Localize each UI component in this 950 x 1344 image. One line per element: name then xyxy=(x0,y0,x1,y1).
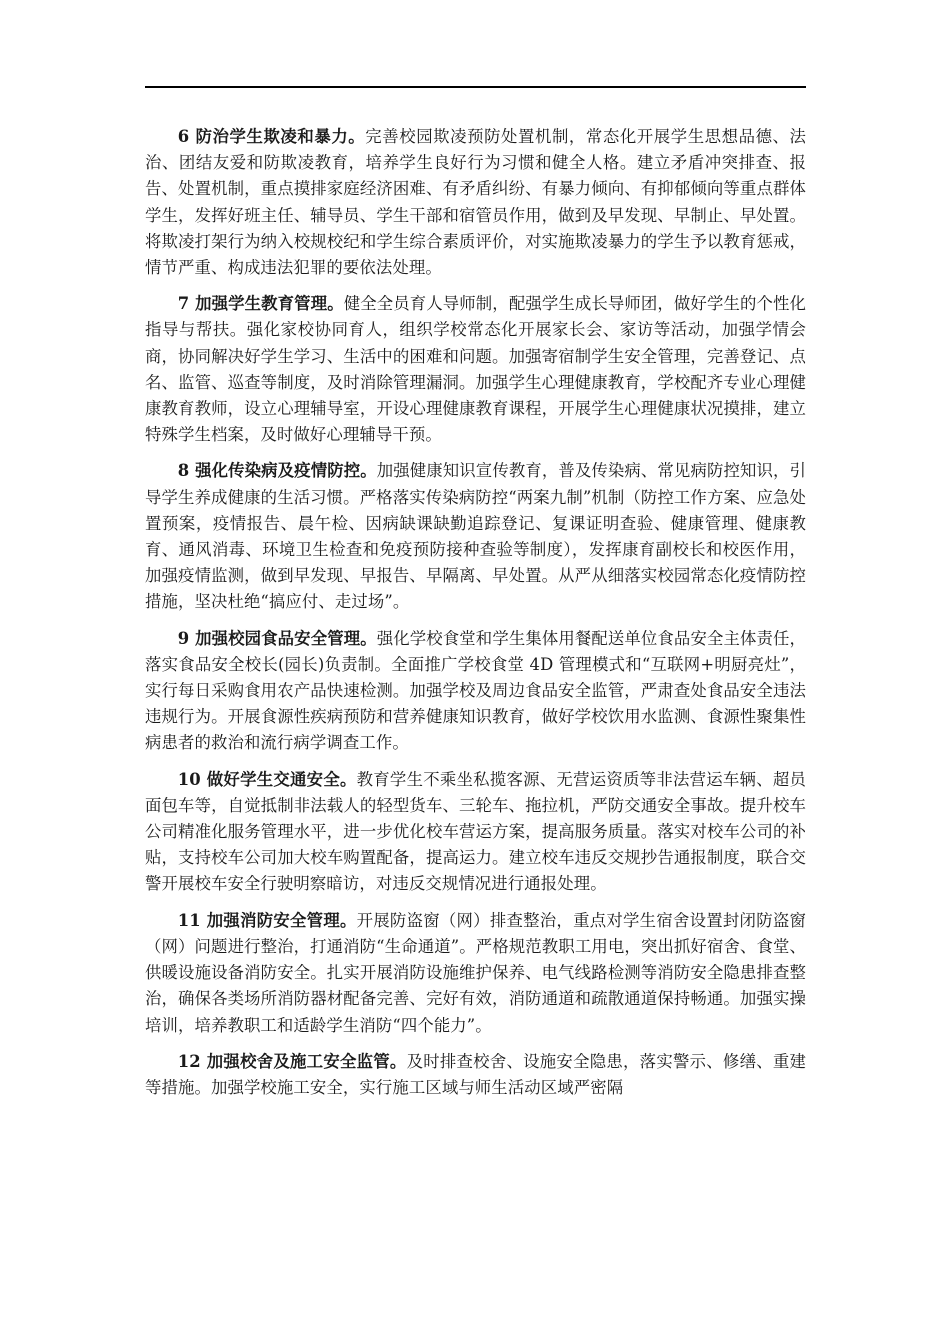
section-heading: 11 加强消防安全管理。 xyxy=(177,910,357,930)
section-7 xyxy=(145,291,806,448)
section-12 xyxy=(145,1049,806,1101)
section-11 xyxy=(145,908,806,1039)
section-text: 加强健康知识宣传教育，普及传染病、常见病防控知识，引导学生养成健康的生活习惯。严格落实传染病防控“两案九制”机制（防控工作方案、应急处置预案，疫情报告、晨午检、因病缺课缺勤追踪登记、复课证明查验、健康管理、健康教育、通风消毒、环境卫生检查和免疫预防接种查验等制度），发挥康育副校长和校医作用，加强疫情监测，做到早发现、早报告、早隔离、早处置。从严从细落实校园常态化疫情防控措施，坚决杜绝“搞应付、走过场”。 xyxy=(145,461,806,612)
section-text: 强化学校食堂和学生集体用餐配送单位食品安全主体责任，落实食品安全校长(园长)负责制。全面推广学校食堂 4D 管理模式和“互联网+明厨亮灶”，实行每日采购食用农产品快速检测。加强学校及周边食品安全监管，严肃查处食品安全违法违规行为。开展食源性疾病预防和营养健康知识教育，做好学校饮用水监测、食源性聚集性病患者的救治和流行病学调查工作。 xyxy=(145,628,806,753)
section-heading: 8 强化传染病及疫情防控。 xyxy=(177,461,377,481)
section-text: 教育学生不乘坐私揽客源、无营运资质等非法营运车辆、超员面包车等，自觉抵制非法载人的轻型货车、三轮车、拖拉机，严防交通安全事故。提升校车公司精准化服务管理水平，进一步优化校车营运方案，提高服务质量。落实对校车公司的补贴，支持校车公司加大校车购置配备，提高运力。建立校车违反交规抄告通报制度，联合交警开展校车安全行驶明察暗访，对违反交规情况进行通报处理。 xyxy=(145,769,807,894)
section-heading: 7 加强学生教育管理。 xyxy=(177,294,344,314)
section-text: 及时排查校舍、设施安全隐患，落实警示、修缮、重建等措施。加强学校施工安全，实行施工区域与师生活动区域严密隔 xyxy=(145,1051,807,1097)
section-text: 健全全员育人导师制，配强学生成长导师团，做好学生的个性化指导与帮扶。强化家校协同育人，组织学校常态化开展家长会、家访等活动，加强学情会商，协同解决好学生学习、生活中的困难和问题。加强寄宿制学生安全管理，完善登记、点名、监管、巡查等制度，及时消除管理漏洞。加强学生心理健康教育，学校配齐专业心理健康教育教师，设立心理辅导室，开设心理健康教育课程，开展学生心理健康状况摸排，建立特殊学生档案，及时做好心理辅导干预。 xyxy=(145,294,806,445)
section-text: 开展防盗窗（网）排查整治，重点对学生宿舍设置封闭防盗窗（网）问题进行整治，打通消防“生命通道”。严格规范教职工用电，突出抓好宿舍、食堂、供暖设施设备消防安全。扎实开展消防设施维护保养、电气线路检测等消防安全隐患排查整治，确保各类场所消防器材配备完善、完好有效，消防通道和疏散通道保持畅通。加强实操培训，培养教职工和适龄学生消防“四个能力”。 xyxy=(145,910,807,1035)
section-heading: 10 做好学生交通安全。 xyxy=(177,769,357,789)
section-8 xyxy=(145,458,806,615)
section-heading: 12 加强校舍及施工安全监管。 xyxy=(177,1051,407,1071)
section-9 xyxy=(145,626,806,757)
section-heading: 9 加强校园食品安全管理。 xyxy=(177,628,377,648)
document-body xyxy=(145,124,806,1111)
header-rule xyxy=(145,86,806,88)
section-heading: 6 防治学生欺凌和暴力。 xyxy=(177,127,366,146)
section-10 xyxy=(145,767,806,898)
section-6 xyxy=(145,124,806,281)
section-text: 完善校园欺凌预防处置机制，常态化开展学生思想品德、法治、团结友爱和防欺凌教育，培养学生良好行为习惯和健全人格。建立矛盾冲突排查、报告、处置机制，重点摸排家庭经济困难、有矛盾纠纷、有暴力倾向、有抑郁倾向等重点群体学生，发挥好班主任、辅导员、学生干部和宿管员作用，做到及早发现、早制止、早处置。将欺凌打架行为纳入校规校纪和学生综合素质评价，对实施欺凌暴力的学生予以教育惩戒，情节严重、构成违法犯罪的要依法处理。 xyxy=(145,127,806,278)
